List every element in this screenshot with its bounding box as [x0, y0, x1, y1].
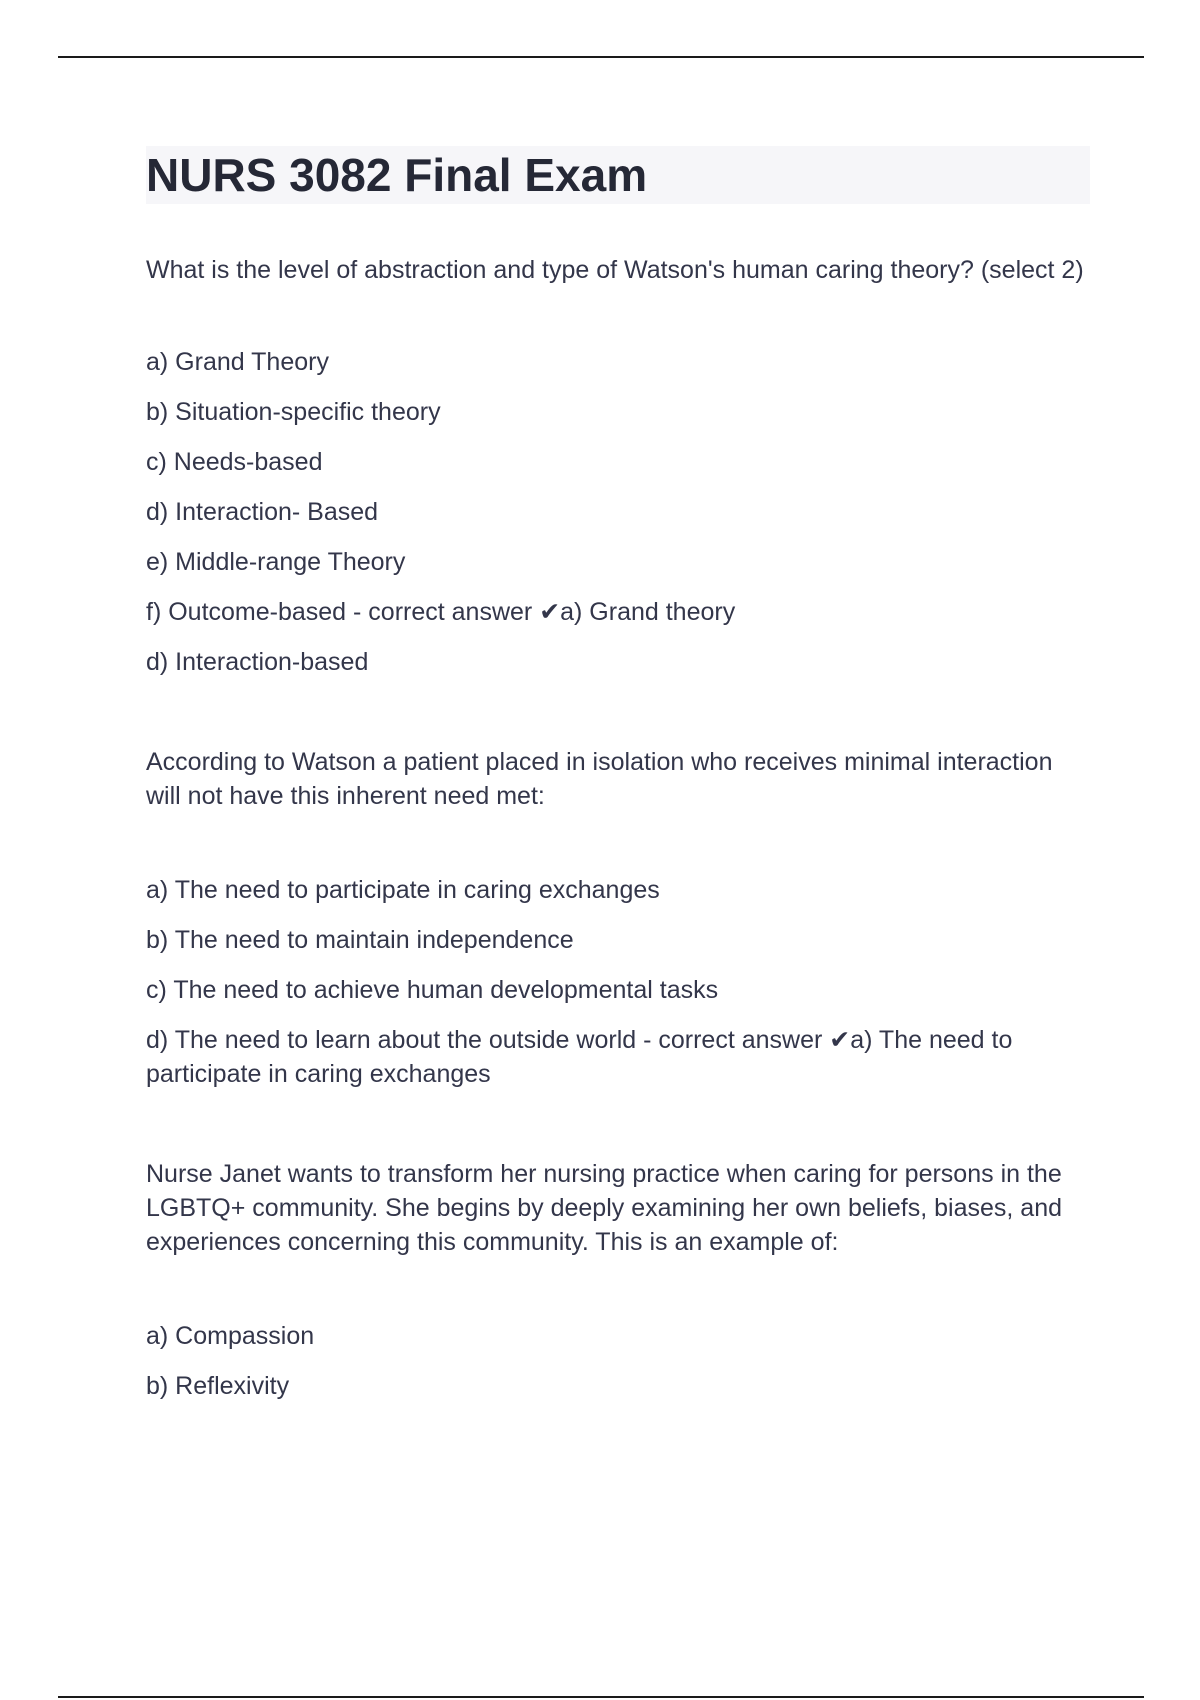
- question-3-option-a: a) Compassion: [146, 1322, 315, 1350]
- question-2-options: [146, 873, 1090, 1091]
- question-2-option-c: c) The need to achieve human developmental tasks: [146, 976, 719, 1004]
- question-2-text: According to Watson a patient placed in isolation who receives minimal interaction will not have this inherent need met:: [146, 748, 1053, 810]
- question-3-option-b: b) Reflexivity: [146, 1372, 290, 1400]
- question-3-options: [146, 1319, 1090, 1403]
- question-1-option-b: b) Situation-specific theory: [146, 398, 441, 426]
- question-2-option-a: a) The need to participate in caring exchanges: [146, 876, 660, 904]
- question-1-option-c: c) Needs-based: [146, 448, 323, 476]
- question-1-options: [146, 345, 1090, 679]
- document-page: [146, 146, 1090, 1419]
- question-1-option-d: d) Interaction- Based: [146, 498, 379, 526]
- question-1-text: What is the level of abstraction and type of Watson's human caring theory? (select 2): [146, 256, 1084, 284]
- title-banner: [146, 146, 1090, 204]
- bottom-rule: [58, 1696, 1144, 1698]
- question-2-option-d-answer: d) The need to learn about the outside world - correct answer ✔a) The need to participate in caring exchanges: [146, 1026, 1013, 1088]
- question-3-text: Nurse Janet wants to transform her nursing practice when caring for persons in the LGBTQ+ community. She begins by deeply examining her own beliefs, biases, and experiences concerning this community. This is an example of:: [146, 1160, 1063, 1256]
- question-1-option-f-answer: f) Outcome-based - correct answer ✔a) Grand theory: [146, 598, 736, 626]
- page-title: NURS 3082 Final Exam: [146, 149, 648, 201]
- question-1-option-a: a) Grand Theory: [146, 348, 329, 376]
- question-2-option-b: b) The need to maintain independence: [146, 926, 574, 954]
- question-1-answer-continued: d) Interaction-based: [146, 648, 369, 676]
- top-rule: [58, 56, 1144, 58]
- question-1-option-e: e) Middle-range Theory: [146, 548, 406, 576]
